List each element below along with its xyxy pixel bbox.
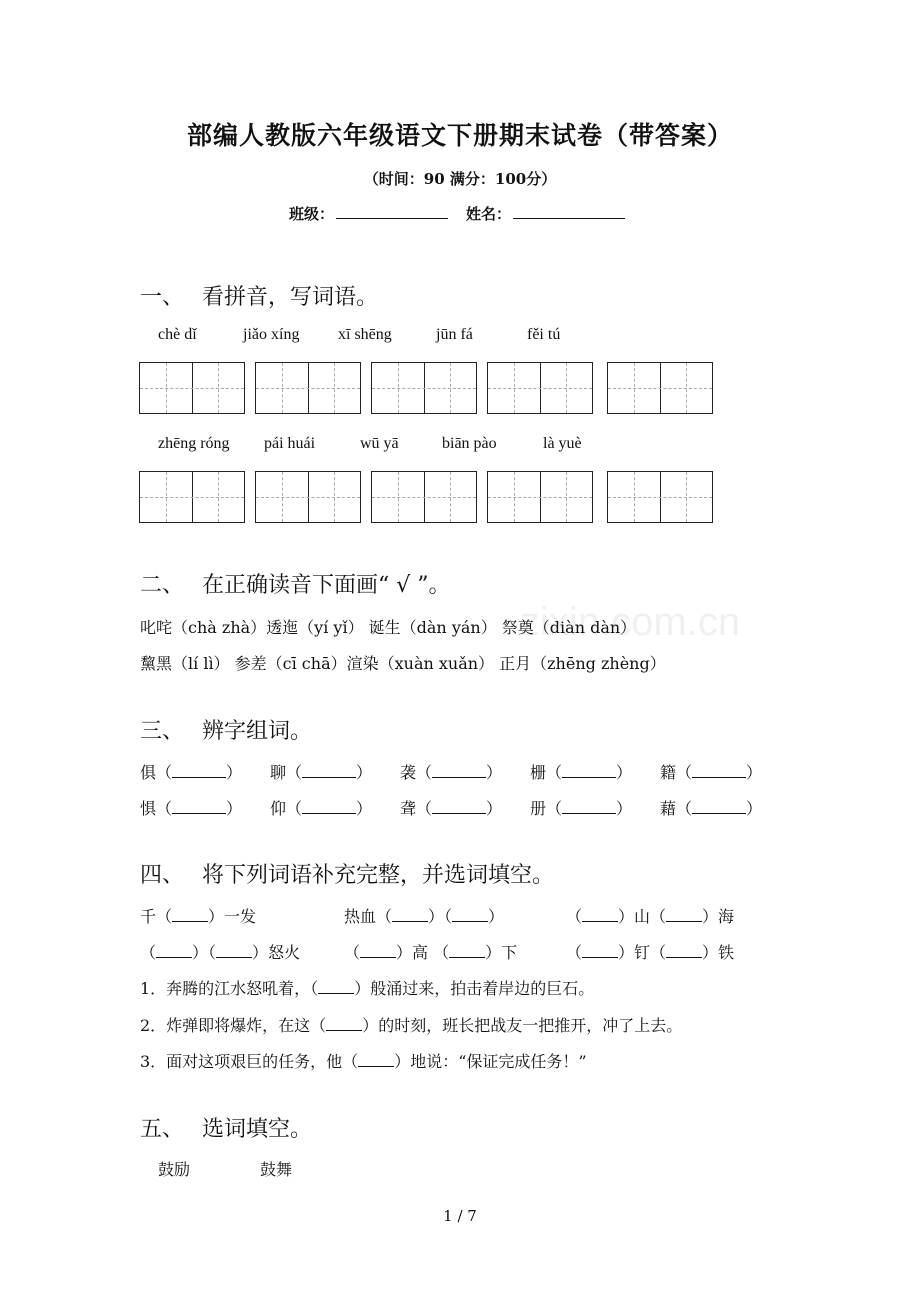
section-3-heading [140, 714, 312, 745]
writing-grid[interactable] [139, 362, 245, 414]
idiom-item: （ ）山（ ）海 [566, 907, 735, 926]
section-number: 五、 [140, 1117, 185, 1142]
sentence-item: 3．面对这项艰巨的任务，他（ ）地说：“保证完成任务！” [140, 1052, 587, 1071]
char-item: 仰（ ） [270, 799, 373, 818]
pinyin-item: fěi tú [527, 326, 561, 343]
idiom-item: 热血（ ）（ ） [344, 907, 505, 926]
answer-blank[interactable] [392, 907, 428, 922]
char-item: 籍（ ） [660, 763, 763, 782]
answer-blank[interactable] [172, 799, 226, 814]
page-number: 1 / 7 [443, 1207, 477, 1225]
section-2-heading [140, 568, 451, 599]
pinyin-item: chè dǐ [158, 326, 197, 343]
idiom-item: （ ）（ ）怒火 [140, 943, 301, 962]
writing-grid[interactable] [487, 362, 593, 414]
char-item: 聊（ ） [270, 763, 373, 782]
sentence-item: 2．炸弹即将爆炸，在这（ ）的时刻，班长把战友一把推开，冲了上去。 [140, 1016, 683, 1035]
answer-blank[interactable] [582, 907, 618, 922]
pinyin-item: jūn fá [436, 326, 473, 343]
answer-blank[interactable] [692, 799, 746, 814]
section-title: 辨字组词。 [202, 719, 313, 744]
answer-blank[interactable] [432, 799, 486, 814]
pinyin-item: là yuè [543, 435, 582, 452]
pinyin-item: wū yā [360, 435, 399, 452]
answer-blank[interactable] [562, 763, 616, 778]
answer-blank[interactable] [172, 763, 226, 778]
answer-blank[interactable] [302, 799, 356, 814]
pinyin-item: zhēng róng [158, 435, 230, 452]
watermark: zixin.com.cn [520, 600, 741, 644]
section-5-heading [140, 1112, 312, 1143]
char-item: 栅（ ） [530, 763, 633, 782]
char-item: 册（ ） [530, 799, 633, 818]
name-field[interactable] [466, 203, 625, 224]
answer-blank[interactable] [582, 943, 618, 958]
section-4-heading [140, 858, 554, 889]
reading-line: 黧黑（lí lì） 参差（cī chā）渲染（xuàn xuǎn） 正月（zhēng zhèng） [140, 654, 666, 673]
answer-blank[interactable] [216, 943, 252, 958]
writing-grid[interactable] [607, 471, 713, 523]
name-label: 姓名： [466, 205, 512, 223]
answer-blank[interactable] [452, 907, 488, 922]
pinyin-item: pái huái [264, 435, 316, 452]
idiom-item: 千（ ）一发 [140, 907, 257, 926]
name-blank[interactable] [513, 204, 625, 219]
class-field[interactable] [289, 203, 448, 224]
section-title: 将下列词语补充完整，并选词填空。 [202, 863, 555, 888]
answer-blank[interactable] [326, 1016, 362, 1031]
page-title: 部编人教版六年级语文下册期末试卷（带答案） [186, 121, 733, 150]
idiom-item: （ ）高 （ ）下 [344, 943, 518, 962]
writing-grid[interactable] [607, 362, 713, 414]
section-number: 四、 [140, 863, 185, 888]
char-item: 惧（ ） [140, 799, 243, 818]
choice-word: 鼓励 [158, 1160, 191, 1179]
answer-blank[interactable] [562, 799, 616, 814]
class-blank[interactable] [336, 204, 448, 219]
section-title: 在正确读音下面画“ √ ”。 [202, 573, 451, 598]
answer-blank[interactable] [666, 943, 702, 958]
section-title: 选词填空。 [202, 1117, 313, 1142]
answer-blank[interactable] [449, 943, 485, 958]
writing-grid[interactable] [255, 471, 361, 523]
char-item: 俱（ ） [140, 763, 243, 782]
writing-grid[interactable] [371, 362, 477, 414]
answer-blank[interactable] [692, 763, 746, 778]
answer-blank[interactable] [358, 1052, 394, 1067]
choice-word: 鼓舞 [260, 1160, 293, 1179]
writing-grid[interactable] [371, 471, 477, 523]
idiom-item: （ ）钉（ ）铁 [566, 943, 735, 962]
char-item: 藉（ ） [660, 799, 763, 818]
writing-grid[interactable] [487, 471, 593, 523]
class-label: 班级： [289, 205, 335, 223]
answer-blank[interactable] [432, 763, 486, 778]
section-number: 二、 [140, 573, 185, 598]
section-1-heading [140, 280, 378, 311]
writing-grid[interactable] [139, 471, 245, 523]
answer-blank[interactable] [172, 907, 208, 922]
answer-blank[interactable] [360, 943, 396, 958]
reading-line: 叱咤（chà zhà）透迤（yí yǐ） 诞生（dàn yán） 祭奠（diàn dàn） [140, 618, 637, 637]
sentence-item: 1．奔腾的江水怒吼着，（ ）般涌过来，拍击着岸边的巨石。 [140, 979, 595, 998]
char-item: 袭（ ） [400, 763, 503, 782]
section-number: 三、 [140, 719, 185, 744]
exam-info: （时间：90 满分：100分） [363, 170, 557, 188]
pinyin-item: jiǎo xíng [243, 326, 300, 343]
answer-blank[interactable] [156, 943, 192, 958]
char-item: 聋（ ） [400, 799, 503, 818]
section-title: 看拼音，写词语。 [202, 285, 379, 310]
pinyin-item: xī shēng [338, 326, 392, 343]
answer-blank[interactable] [302, 763, 356, 778]
answer-blank[interactable] [666, 907, 702, 922]
writing-grid[interactable] [255, 362, 361, 414]
pinyin-item: biān pào [442, 435, 497, 452]
section-number: 一、 [140, 285, 185, 310]
answer-blank[interactable] [318, 979, 354, 994]
